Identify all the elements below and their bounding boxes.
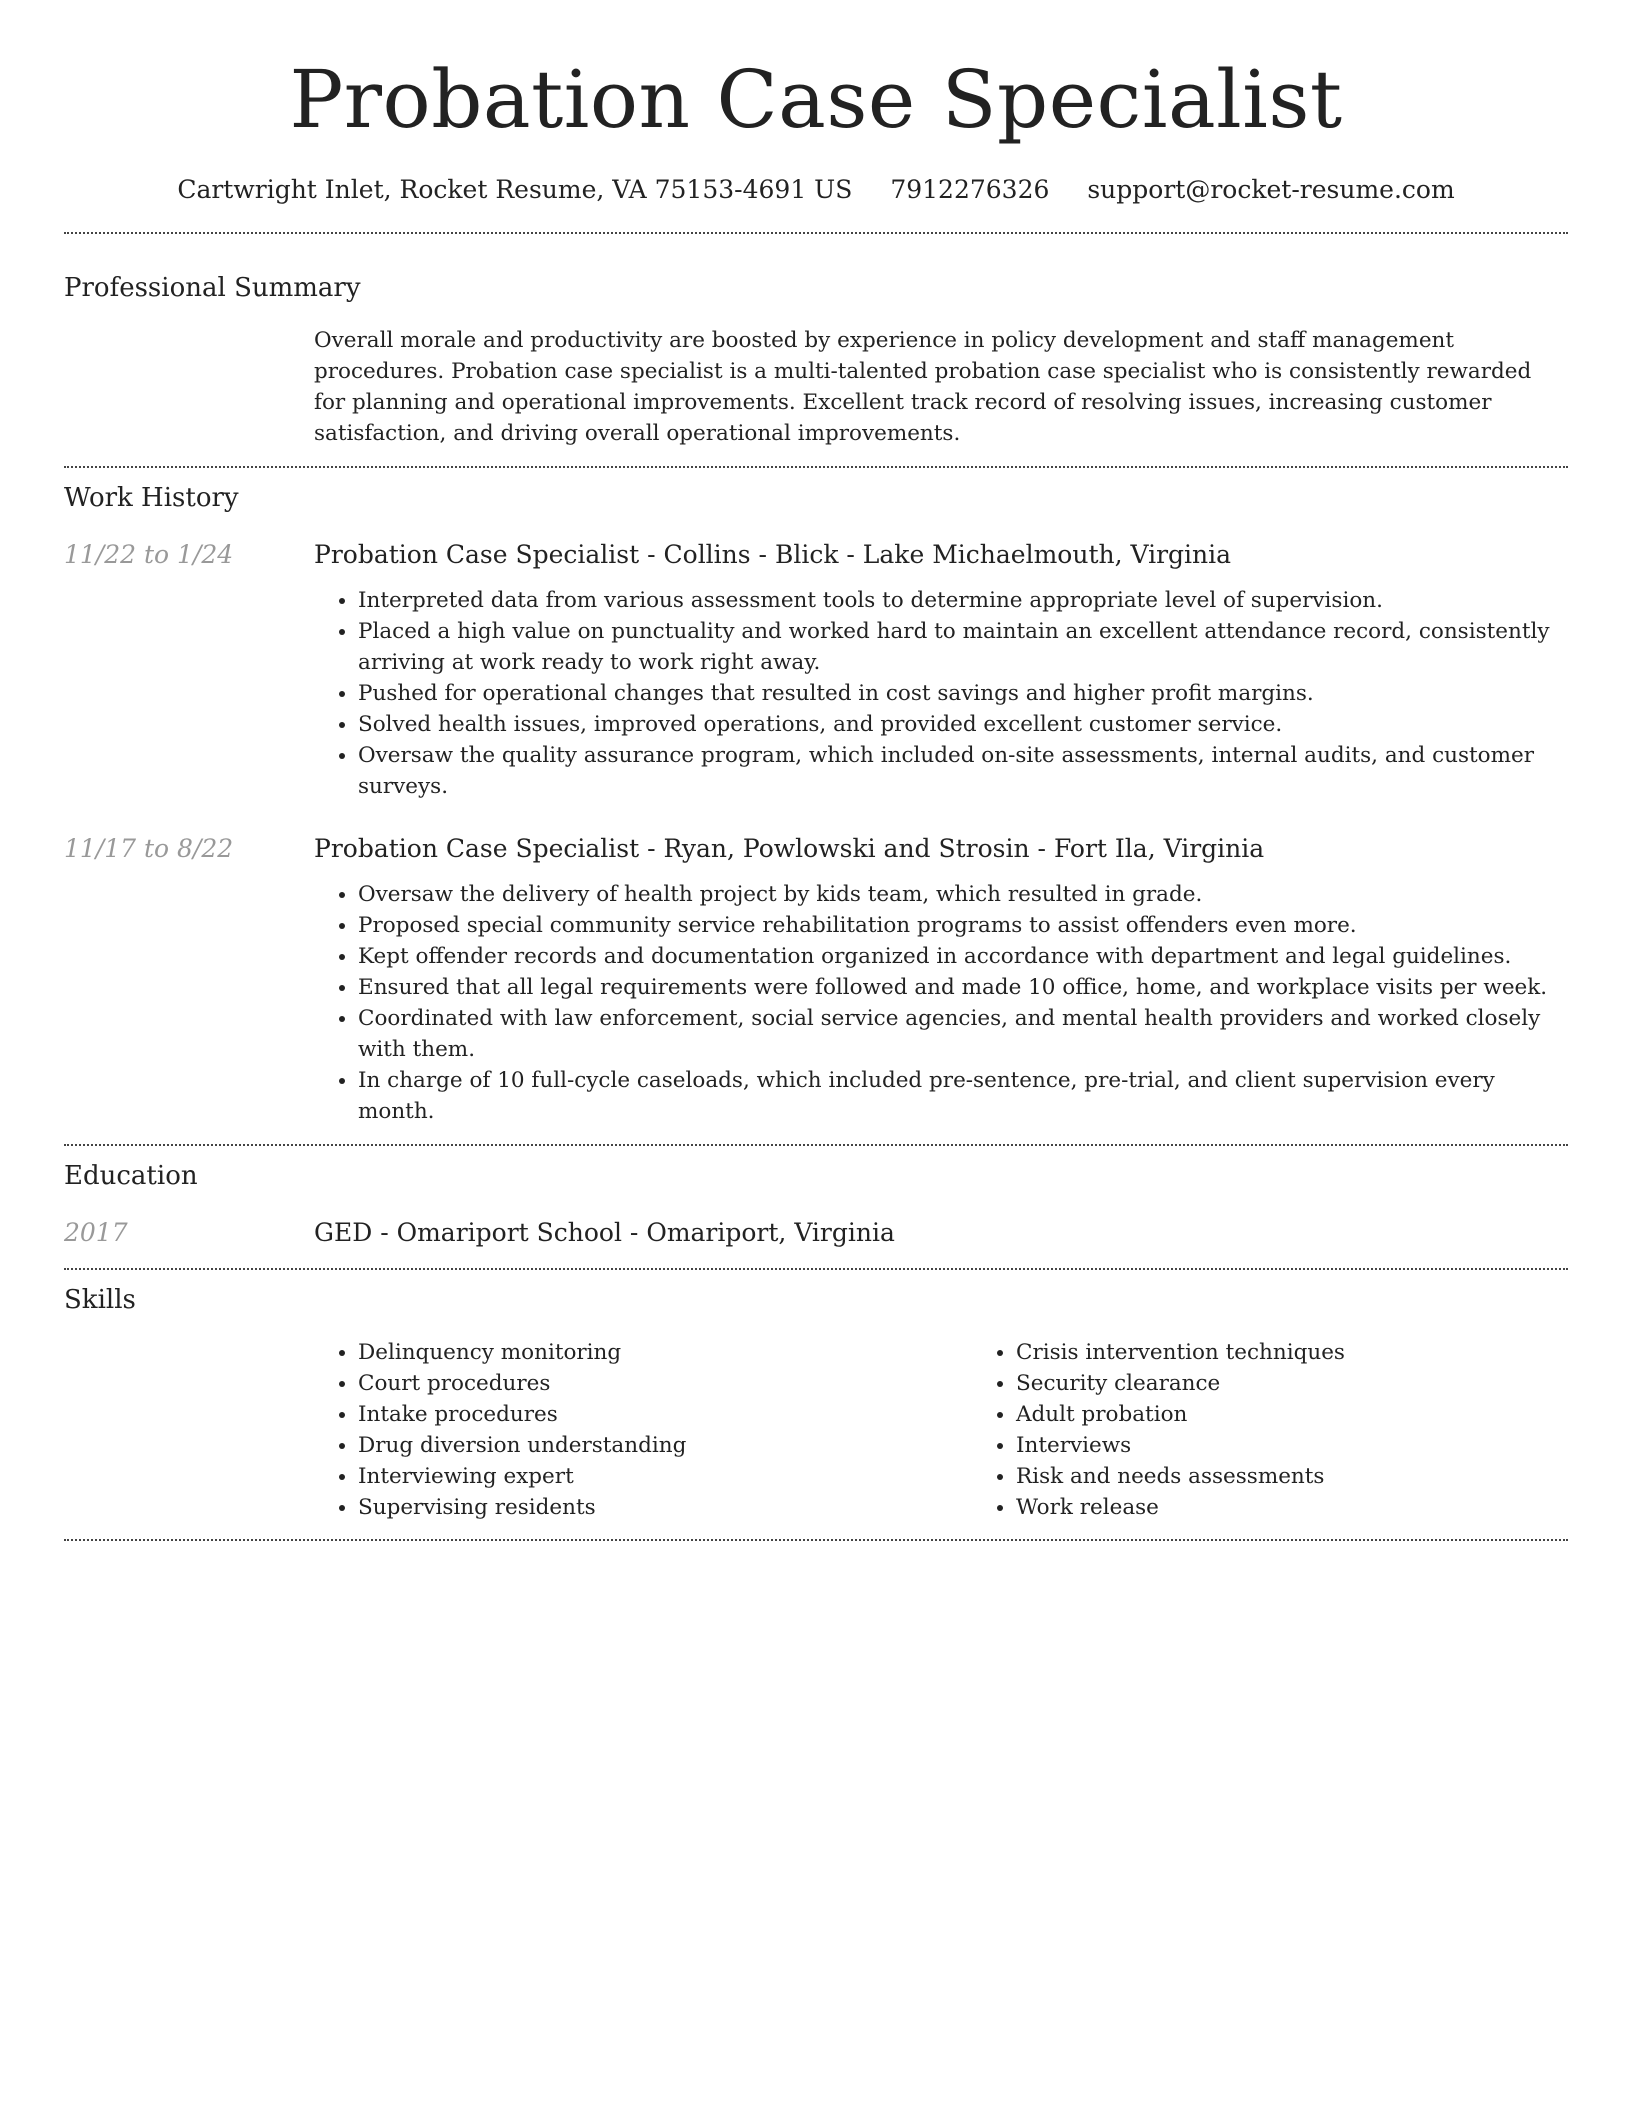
skills-columns bbox=[314, 1337, 1630, 1523]
skill-item: • Drug diversion understanding bbox=[358, 1430, 972, 1461]
skills-heading: Skills bbox=[64, 1285, 136, 1315]
contact-phone: 7912276326 bbox=[890, 175, 1050, 204]
job-title: Probation Case Specialist - Collins - Blick - Lake Michaelmouth, Virginia bbox=[314, 540, 1232, 569]
skill-item: • Interviews bbox=[1016, 1430, 1630, 1461]
education-section bbox=[64, 1159, 1568, 1250]
education-title: GED - Omariport School - Omariport, Virginia bbox=[314, 1218, 895, 1247]
skill-item: • Interviewing expert bbox=[358, 1461, 972, 1492]
job-title: Probation Case Specialist - Ryan, Powlowski and Strosin - Fort Ila, Virginia bbox=[314, 834, 1265, 863]
job-bullet: • Kept offender records and documentation organized in accordance with department and legal guidelines. bbox=[358, 941, 1568, 972]
skill-item: • Work release bbox=[1016, 1492, 1630, 1523]
education-heading: Education bbox=[64, 1161, 198, 1191]
summary-heading: Professional Summary bbox=[64, 273, 361, 303]
divider bbox=[64, 232, 1568, 234]
skill-item: • Risk and needs assessments bbox=[1016, 1461, 1630, 1492]
contact-address: Cartwright Inlet, Rocket Resume, VA 75153-4691 US bbox=[177, 175, 853, 204]
skills-list-right bbox=[972, 1337, 1630, 1523]
summary-spacer bbox=[64, 325, 314, 449]
skill-item: • Adult probation bbox=[1016, 1399, 1630, 1430]
job-bullet: • Interpreted data from various assessment tools to determine appropriate level of supervision. bbox=[358, 585, 1568, 616]
divider bbox=[64, 466, 1568, 468]
divider bbox=[64, 1144, 1568, 1146]
job-bullet: • In charge of 10 full-cycle caseloads, which included pre-sentence, pre-trial, and client supervision every month. bbox=[358, 1065, 1568, 1127]
education-entry bbox=[64, 1216, 1568, 1250]
job-entry bbox=[64, 538, 1568, 802]
job-dates: 11/17 to 8/22 bbox=[64, 834, 234, 863]
skill-item: • Crisis intervention techniques bbox=[1016, 1337, 1630, 1368]
candidate-name: Probation Case Specialist bbox=[289, 53, 1343, 146]
skills-spacer bbox=[64, 1337, 314, 1523]
resume-page bbox=[64, 0, 1568, 1541]
job-bullet: • Proposed special community service rehabilitation programs to assist offenders even more. bbox=[358, 910, 1568, 941]
skills-section bbox=[64, 1283, 1568, 1523]
job-bullet: • Ensured that all legal requirements were followed and made 10 office, home, and workplace visits per week. bbox=[358, 972, 1568, 1003]
skill-item: • Supervising residents bbox=[358, 1492, 972, 1523]
work-history-section bbox=[64, 481, 1568, 1127]
skill-item: • Security clearance bbox=[1016, 1368, 1630, 1399]
job-bullet: • Oversaw the delivery of health project by kids team, which resulted in grade. bbox=[358, 879, 1568, 910]
job-bullet: • Coordinated with law enforcement, social service agencies, and mental health providers and worked closely with them. bbox=[358, 1003, 1568, 1065]
summary-text: Overall morale and productivity are boosted by experience in policy development and staff management procedures. Probation case specialist is a multi-talented probation case specialist who is consistently rewarded for planning and operational improvements. Excellent track record of resolving issues, increasing customer satisfaction, and driving overall operational improvements. bbox=[314, 328, 1532, 446]
summary-section bbox=[64, 271, 1568, 449]
job-dates: 11/22 to 1/24 bbox=[64, 540, 234, 569]
job-bullets bbox=[314, 585, 1568, 802]
job-entry bbox=[64, 832, 1568, 1127]
job-bullet: • Placed a high value on punctuality and worked hard to maintain an excellent attendance record, consistently arriving at work ready to work right away. bbox=[358, 616, 1568, 678]
job-bullet: • Pushed for operational changes that resulted in cost savings and higher profit margins. bbox=[358, 678, 1568, 709]
contact-email: support@rocket-resume.com bbox=[1087, 175, 1455, 204]
work-history-heading: Work History bbox=[64, 483, 239, 513]
divider bbox=[64, 1268, 1568, 1270]
job-bullets bbox=[314, 879, 1568, 1127]
skills-list-left bbox=[314, 1337, 972, 1523]
contact-line bbox=[64, 174, 1568, 206]
divider bbox=[64, 1539, 1568, 1541]
skill-item: • Court procedures bbox=[358, 1368, 972, 1399]
skill-item: • Intake procedures bbox=[358, 1399, 972, 1430]
skill-item: • Delinquency monitoring bbox=[358, 1337, 972, 1368]
education-year: 2017 bbox=[64, 1218, 128, 1247]
job-bullet: • Oversaw the quality assurance program, which included on-site assessments, internal audits, and customer surveys. bbox=[358, 740, 1568, 802]
job-bullet: • Solved health issues, improved operations, and provided excellent customer service. bbox=[358, 709, 1568, 740]
